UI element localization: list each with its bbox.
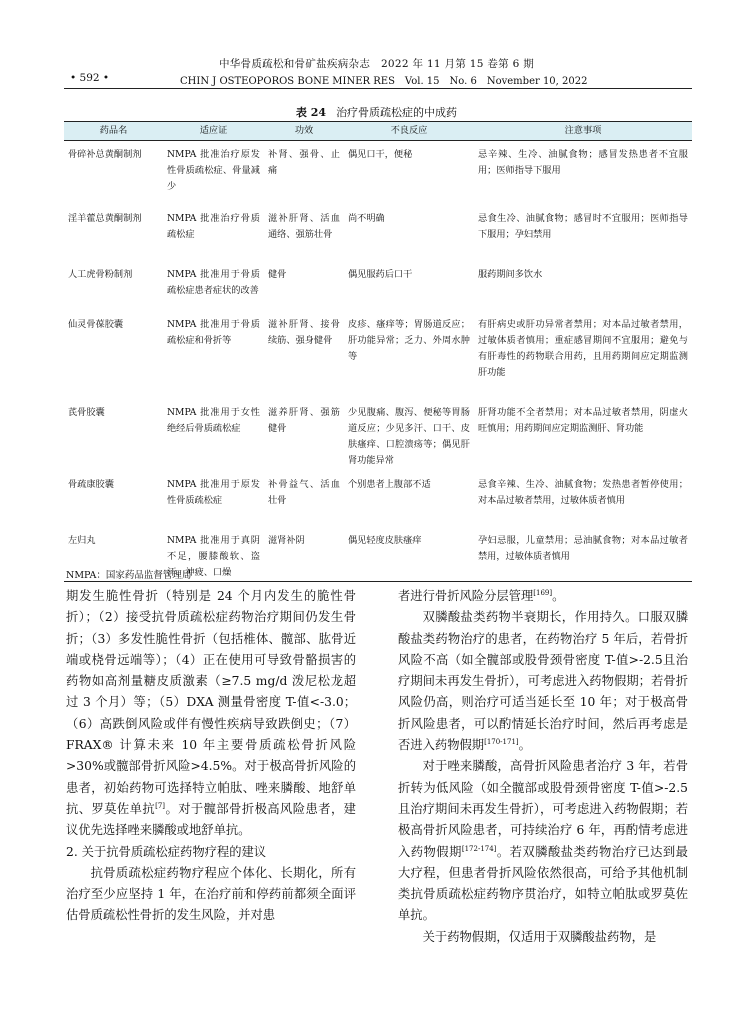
drug-name: 淫羊藿总黄酮制剂: [68, 212, 142, 224]
drug-notes: 忌辛辣、生冷、油腻食物；感冒发热患者不宜服用；医师指导下服用: [478, 149, 688, 176]
paragraph: 关于药物假期，仅适用于双膦酸盐药物，是: [422, 929, 657, 944]
column-header: 药品名: [64, 122, 163, 141]
text-run: 双膦酸盐类药物半衰期长，作用持久。口服双膦酸盐类药物治疗的患者，在药物治疗 5 年后，若骨折风险不高（如全髋部或股骨颈骨密度 T-值>-2.5且治疗期间未再发生骨折），可考虑进入药物假期；若骨折风险仍高，则治疗可适当延长至 10 年；对于极高骨折风险患者，可以酌情延长治疗时间，然后再考虑是否进入药物假期: [398, 610, 688, 753]
citation: [7]: [155, 801, 166, 810]
citation: [169]: [533, 588, 553, 597]
citation: [172-174]: [461, 844, 497, 853]
column-header: 适应证: [163, 122, 264, 141]
drug-notes: 服药期间多饮水: [478, 268, 543, 280]
text-run: 。若双膦酸盐类药物治疗已达到最大疗程，但患者骨折风险依然很高，可给予其他机制类抗骨质疏松症药物序贯治疗，如特立帕肽或罗莫佐单抗。: [398, 844, 688, 923]
table-row: [64, 311, 692, 399]
paragraph: [66, 586, 356, 842]
drug-notes: 孕妇忌服，儿童禁用；忌油腻食物；对本品过敏者禁用，过敏体质者慎用: [474, 527, 692, 582]
table-row: [64, 141, 692, 205]
drug-indication: NMPA 批准用于骨质疏松症患者症状的改善: [167, 268, 260, 296]
table-footnote: NMPA：国家药品监督管理局: [66, 570, 192, 581]
paragraph: [398, 607, 688, 756]
drug-indication: NMPA 批准用于真阴不足，腰膝酸软、盗汗、神疲、口燥: [163, 527, 264, 582]
paragraph: 抗骨质疏松症药物疗程应个体化、长期化，所有治疗至少应坚持 1 年，在治疗前和停药前都须全面评估骨质疏松性骨折的发生风险，并对患: [66, 865, 356, 923]
section-heading: 2. 关于抗骨质疏松症药物疗程的建议: [66, 844, 267, 859]
text-run: 对于唑来膦酸，高骨折风险患者治疗 3 年，若骨折转为低风险（如全髋部或股骨颈骨密度 T-值>-2.5 且治疗期间未再发生骨折），可考虑进入药物假期；若极高骨折风险患者，可持续治疗 6 年，再酌情考虑进入药物假期: [398, 759, 688, 859]
column-header: 注意事项: [474, 122, 692, 141]
drug-adverse-reaction: 偶见轻度皮肤瘙痒: [344, 527, 474, 582]
drug-indication: NMPA 批准治疗原发性骨质疏松症、骨量减少: [167, 149, 260, 192]
table-title: 治疗骨质疏松症的中成药: [336, 106, 458, 119]
paragraph: [398, 756, 688, 926]
paragraph: [398, 586, 688, 607]
drug-efficacy: 健骨: [268, 268, 287, 280]
text-run: 。对于髋部骨折极高风险患者，建议优先选择唑来膦酸或地舒单抗。: [66, 801, 356, 838]
table-row: [64, 471, 692, 527]
drug-notes: 有肝病史或肝功异常者禁用；对本品过敏者禁用，过敏体质者慎用；重症感冒期间不宜服用；避免与有肝毒性的药物联合用药，且用药期间应定期监测肝功能: [478, 318, 688, 378]
drug-efficacy: 滋养肝肾、强筋健骨: [268, 406, 340, 434]
drug-indication: NMPA 批准用于骨质疏松症和骨折等: [167, 318, 260, 346]
drug-notes: 肝肾功能不全者禁用；对本品过敏者禁用，阴虚火旺慎用；用药期间应定期监测肝、肾功能: [478, 406, 688, 434]
drug-efficacy: 滋补肝肾、接骨续筋、强身健骨: [268, 318, 340, 346]
table-row: [64, 205, 692, 261]
drug-table: [64, 121, 692, 582]
drug-indication: NMPA 批准用于女性绝经后骨质疏松症: [167, 406, 260, 434]
drug-indication: NMPA 批准治疗骨质疏松症: [167, 212, 260, 240]
table-row: [64, 261, 692, 311]
drug-efficacy: 滋补肝肾、活血通络、强筋壮骨: [268, 212, 340, 240]
drug-adverse-reaction: 偶见服药后口干: [348, 268, 413, 280]
text-run: 者进行骨折风险分层管理: [398, 589, 534, 603]
body-right-column: [398, 586, 688, 948]
journal-header-cn: 中华骨质疏松和骨矿盐疾病杂志 2022 年 11 月第 15 卷第 6 期: [218, 58, 535, 70]
header-divider: [64, 88, 692, 89]
column-header: 功效: [264, 122, 344, 141]
drug-indication: NMPA 批准用于原发性骨质疏松症: [167, 478, 260, 506]
drug-name: 左归丸: [64, 527, 163, 582]
drug-efficacy: 滋肾补阴: [264, 527, 344, 582]
drug-adverse-reaction: 偶见口干，便秘: [348, 149, 413, 160]
table-row: [64, 399, 692, 471]
table-caption: [0, 104, 753, 120]
text-run: 。: [518, 738, 531, 753]
drug-adverse-reaction: 尚不明确: [348, 212, 385, 224]
table-label: 表 24: [295, 106, 327, 119]
drug-notes: 忌食辛辣、生冷、油腻食物；发热患者暂停使用；对本品过敏者禁用，过敏体质者慎用: [478, 478, 688, 506]
journal-header-en: CHIN J OSTEOPOROS BONE MINER RES Vol. 15 No. 6 November 10, 2022: [180, 76, 588, 87]
drug-efficacy: 补肾、强骨、止痛: [268, 149, 340, 176]
drug-adverse-reaction: 少见腹痛、腹泻、便秘等胃肠道反应；少见多汗、口干、皮肤瘙痒、口腔溃疡等；偶见肝肾功能异常: [348, 406, 470, 466]
drug-name: 仙灵骨葆胶囊: [68, 318, 124, 330]
drug-name: 人工虎骨粉制剂: [68, 268, 133, 280]
body-left-column: [66, 586, 356, 927]
drug-name: 芪骨胶囊: [68, 406, 105, 418]
text-run: 期发生脆性骨折（特别是 24 个月内发生的脆性骨折）；（2）接受抗骨质疏松症药物治疗期间仍发生骨折；（3）多发性脆性骨折（包括椎体、髋部、肱骨近端或桡骨远端等）；（4）正在使用可导致骨骼损害的药物如高剂量糖皮质激素（≥7.5 mg/d 泼尼松龙超过 3 个月）等；（5）DXA 测量骨密度 T-值<-3.0；（6）高跌倒风险或伴有慢性疾病导致跌倒史；（7）FRAX® 计算未来 10 年主要骨质疏松骨折风险>30%或髋部骨折风险>4.5%。对于极高骨折风险的患者，初始药物可选择特立帕肽、唑来膦酸、地舒单抗、罗莫佐单抗: [66, 589, 356, 816]
drug-name: 骨碎补总黄酮制剂: [68, 149, 142, 160]
drug-adverse-reaction: 个别患者上腹部不适: [348, 478, 431, 490]
drug-adverse-reaction: 皮疹、瘙痒等；胃肠道反应；肝功能异常；乏力、外周水肿等: [348, 318, 470, 362]
drug-name: 骨疏康胶囊: [68, 478, 114, 490]
table-header-row: [64, 122, 692, 141]
citation: [170-171]: [484, 737, 519, 746]
drug-efficacy: 补骨益气、活血壮骨: [268, 478, 340, 506]
column-header: 不良反应: [344, 122, 474, 141]
page-number: • 592 •: [70, 72, 110, 84]
drug-notes: 忌食生冷、油腻食物；感冒时不宜服用；医师指导下服用；孕妇禁用: [478, 212, 688, 240]
text-run: 。: [552, 589, 565, 603]
